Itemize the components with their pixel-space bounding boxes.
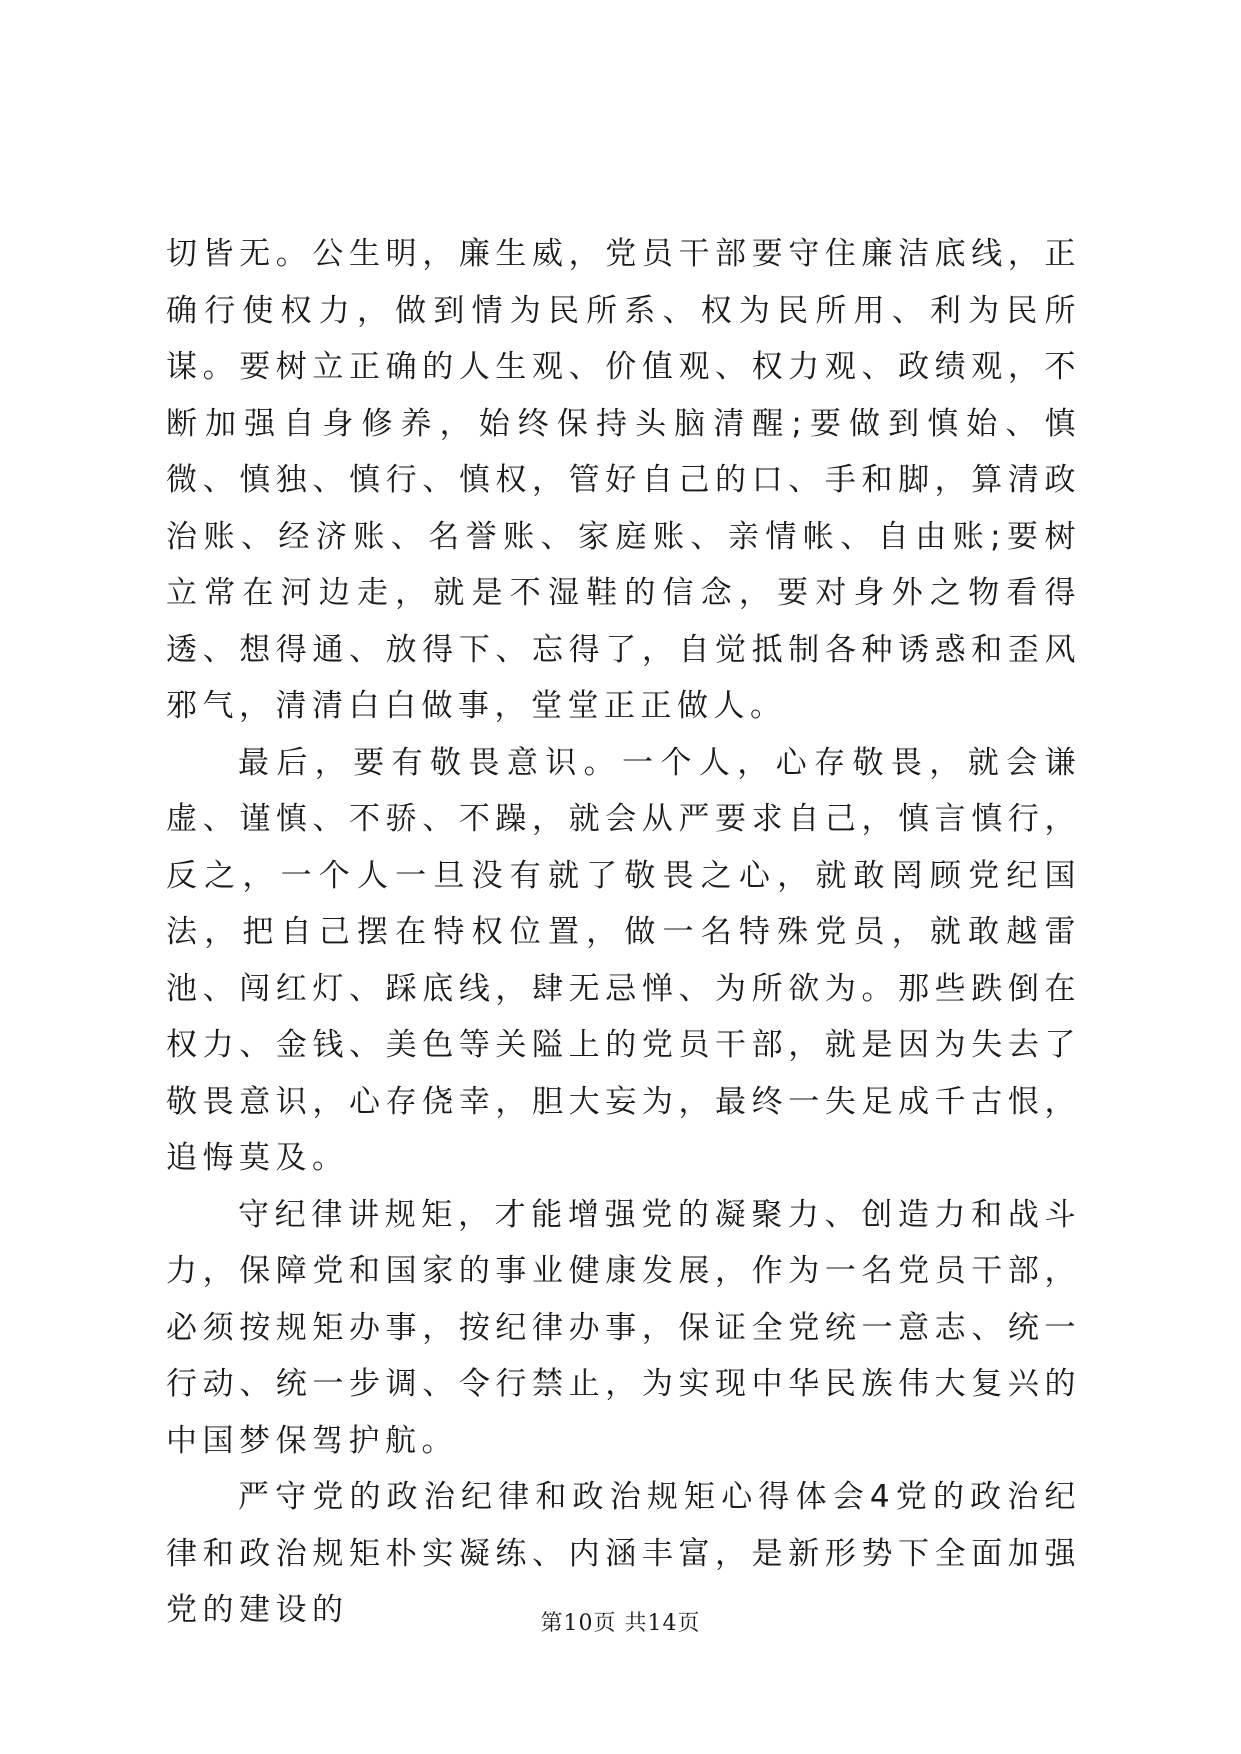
paragraph-1: 切皆无。公生明，廉生威，党员干部要守住廉洁底线，正确行使权力，做到情为民所系、权为民所用、利为民所谋。要树立正确的人生观、价值观、权力观、政绩观，不断加强自身修养，始终保持头脑清醒;要做到慎始、慎微、慎独、慎行、慎权，管好自己的口、手和脚，算清政治账、经济账、名誉账、家庭账、亲情帐、自由账;要树立常在河边走，就是不湿鞋的信念，要对身外之物看得透、想得通、放得下、忘得了，自觉抵制各种诱惑和歪风邪气，清清白白做事，堂堂正正做人。 (166, 236, 1081, 724)
paragraph-2: 最后，要有敬畏意识。一个人，心存敬畏，就会谦虚、谨慎、不骄、不躁，就会从严要求自己，慎言慎行，反之，一个人一旦没有就了敬畏之心，就敢罔顾党纪国法，把自己摆在特权位置，做一名特殊党员，就敢越雷池、闯红灯、踩底线，肆无忌惮、为所欲为。那些跌倒在权力、金钱、美色等关隘上的党员干部，就是因为失去了敬畏意识，心存侥幸，胆大妄为，最终一失足成千古恨，追悔莫及。 (166, 744, 1081, 1176)
paragraph-4: 严守党的政治纪律和政治规矩心得体会4党的政治纪律和政治规矩朴实凝练、内涵丰富，是新形势下全面加强党的建设的 (166, 1479, 1081, 1628)
paragraph-3: 守纪律讲规矩，才能增强党的凝聚力、创造力和战斗力，保障党和国家的事业健康发展，作为一名党员干部，必须按规矩办事，按纪律办事，保证全党统一意志、统一行动、统一步调、令行禁止，为实现中华民族伟大复兴的中国梦保驾护航。 (166, 1196, 1081, 1459)
document-body (166, 226, 1081, 1639)
page-number-footer: 第10页 共14页 (540, 1611, 701, 1636)
